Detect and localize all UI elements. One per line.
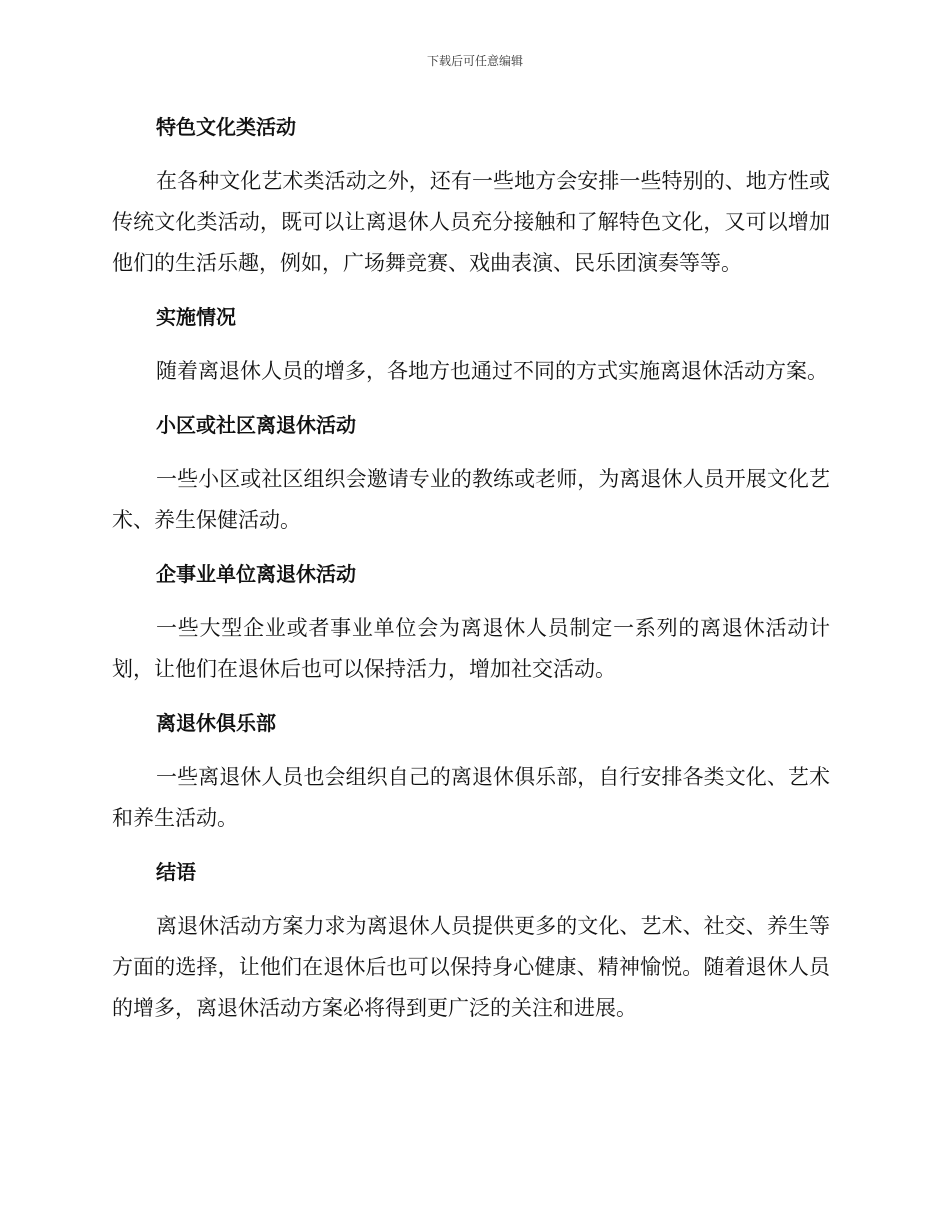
section-paragraph: 在各种文化艺术类活动之外，还有一些地方会安排一些特别的、地方性或传统文化类活动，既可以让离退休人员充分接触和了解特色文化，又可以增加他们的生活乐趣，例如，广场舞竞赛、戏曲表演、民乐团演奏等等。 xyxy=(112,169,830,275)
section-paragraph: 一些大型企业或者事业单位会为离退休人员制定一系列的离退休活动计划，让他们在退休后也可以保持活力，增加社交活动。 xyxy=(112,616,830,681)
section-enterprise-activities xyxy=(112,555,830,690)
section-implementation xyxy=(112,298,830,392)
section-heading: 特色文化类活动 xyxy=(156,115,296,139)
document-body xyxy=(112,108,830,1043)
section-heading: 结语 xyxy=(156,860,196,884)
page-header-note: 下载后可任意编辑 xyxy=(426,54,523,68)
section-paragraph: 一些离退休人员也会组织自己的离退休俱乐部，自行安排各类文化、艺术和养生活动。 xyxy=(112,765,830,830)
section-heading: 离退休俱乐部 xyxy=(156,711,276,735)
section-retiree-club xyxy=(112,704,830,839)
section-paragraph: 随着离退休人员的增多，各地方也通过不同的方式实施离退休活动方案。 xyxy=(156,359,828,383)
section-conclusion xyxy=(112,853,830,1029)
section-paragraph: 一些小区或社区组织会邀请专业的教练或老师，为离退休人员开展文化艺术、养生保健活动。 xyxy=(112,467,830,532)
section-heading: 小区或社区离退休活动 xyxy=(156,413,356,437)
section-community-activities xyxy=(112,406,830,541)
section-heading: 实施情况 xyxy=(156,305,236,329)
section-paragraph: 离退休活动方案力求为离退休人员提供更多的文化、艺术、社交、养生等方面的选择，让他们在退休后也可以保持身心健康、精神愉悦。随着退休人员的增多，离退休活动方案必将得到更广泛的关注和进展。 xyxy=(112,914,830,1020)
section-special-culture xyxy=(112,108,830,284)
section-heading: 企事业单位离退休活动 xyxy=(156,562,356,586)
